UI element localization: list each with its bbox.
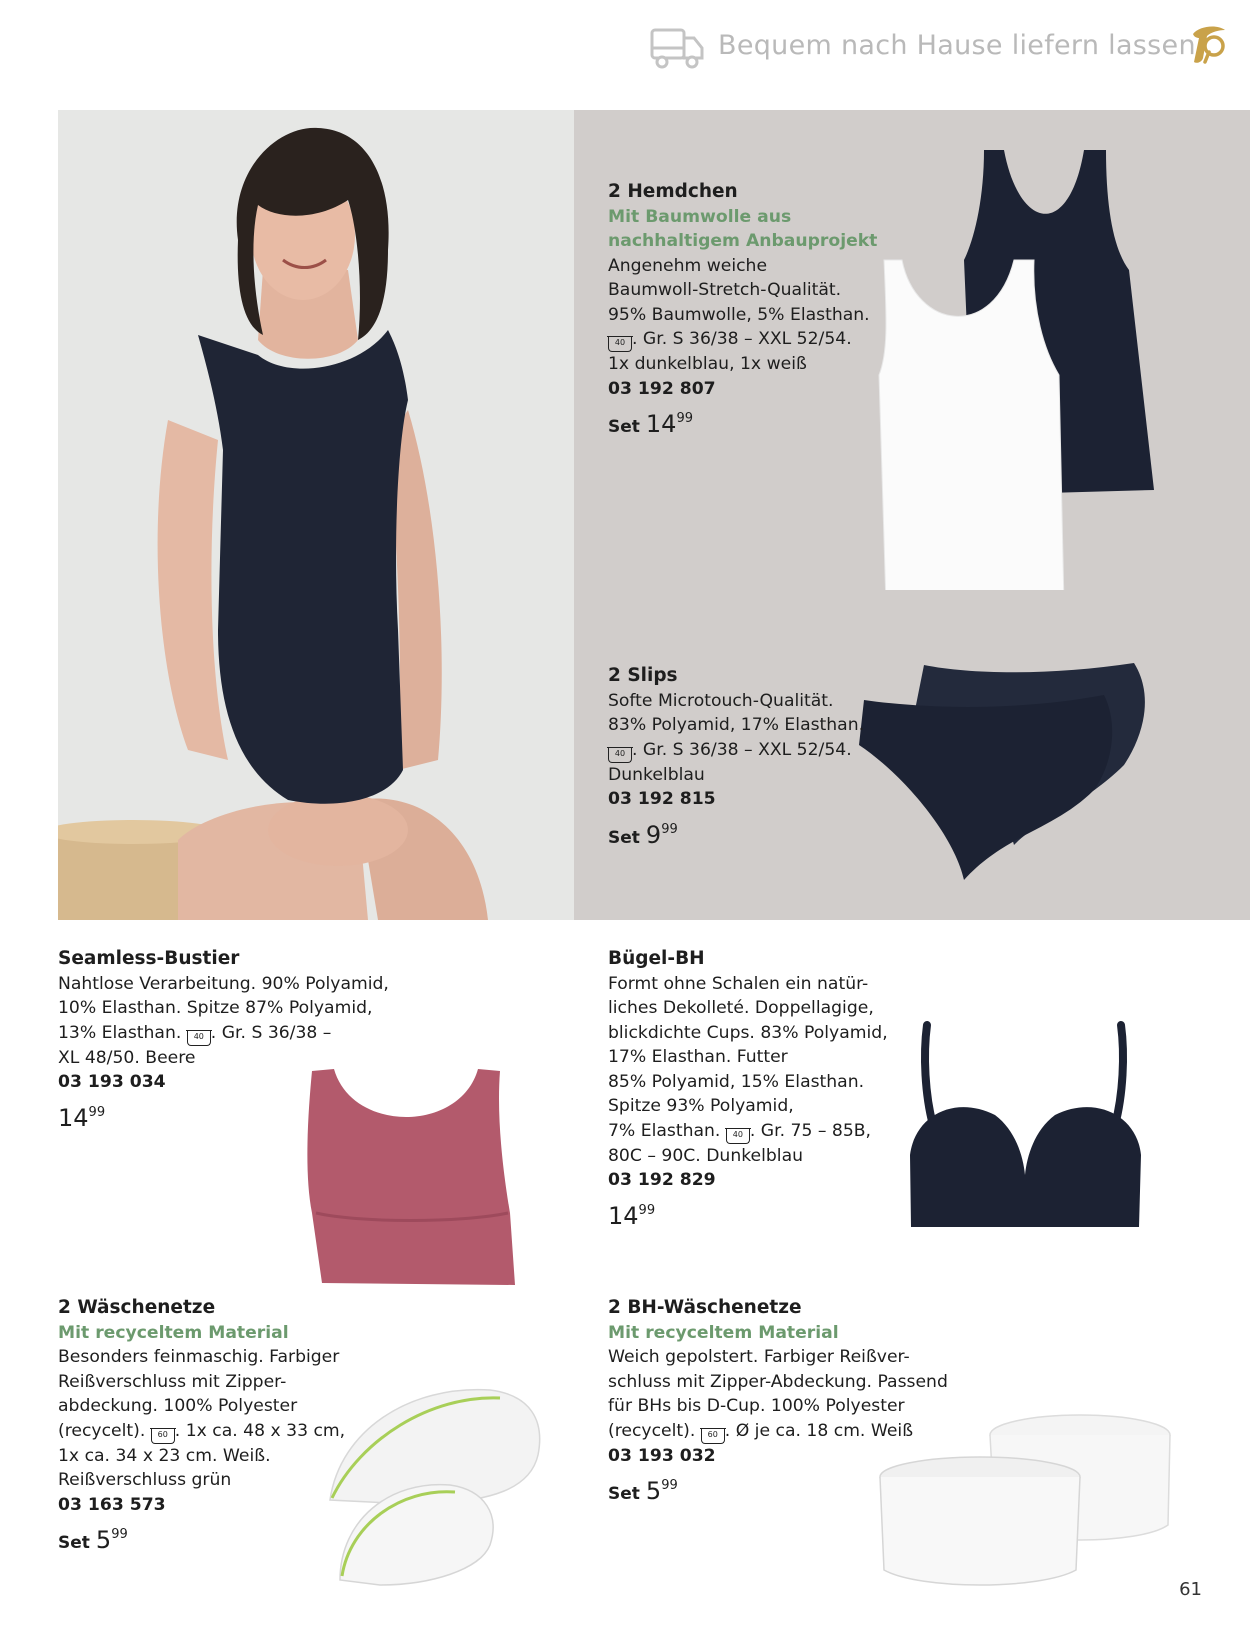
product-description: für BHs bis D-Cup. 100% Polyester bbox=[608, 1396, 905, 1416]
price bbox=[608, 818, 864, 848]
price-set-label: Set bbox=[58, 1533, 90, 1553]
wash-symbol-icon: 60 bbox=[701, 1428, 725, 1444]
product-description: Reißverschluss mit Zipper- bbox=[58, 1371, 287, 1392]
product-sizes: . Gr. 75 – 85B, bbox=[749, 1120, 872, 1141]
product-sizes: . Gr. S 36/38 – XXL 52/54. bbox=[632, 329, 852, 349]
wash-symbol-icon: 40 bbox=[608, 747, 632, 763]
product-description: Baumwoll-Stretch-Qualität. bbox=[608, 280, 842, 300]
bustier-image bbox=[300, 1063, 520, 1288]
price-main: 14 bbox=[645, 410, 677, 438]
wash-symbol-icon: 40 bbox=[608, 336, 632, 352]
price-cents: 99 bbox=[88, 1104, 106, 1120]
product-description: Angenehm weiche bbox=[608, 255, 768, 276]
article-number: 03 163 573 bbox=[58, 1494, 166, 1515]
wash-symbol-icon: 40 bbox=[726, 1128, 750, 1144]
price-main: 5 bbox=[645, 1477, 662, 1505]
product-highlight: Mit recyceltem Material bbox=[58, 1322, 289, 1343]
price-set-label: Set bbox=[608, 1484, 640, 1504]
product-sizes: . 1x ca. 48 x 33 cm, bbox=[174, 1420, 346, 1441]
product-description: Spitze 93% Polyamid, bbox=[608, 1096, 794, 1116]
article-number: 03 193 034 bbox=[58, 1072, 166, 1092]
product-description: (recycelt). bbox=[58, 1420, 146, 1441]
price-main: 9 bbox=[645, 820, 662, 849]
product-hemdchen bbox=[608, 180, 877, 437]
price-main: 5 bbox=[95, 1526, 112, 1554]
product-description: liches Dekolleté. Doppellagige, bbox=[608, 998, 874, 1018]
product-title: 2 Slips bbox=[608, 665, 678, 686]
product-waeschenetze bbox=[58, 1296, 345, 1553]
header-text: Bequem nach Hause liefern lassen bbox=[718, 30, 1196, 61]
product-description: XL 48/50. Beere bbox=[58, 1047, 196, 1068]
product-description: 95% Baumwolle, 5% Elasthan. bbox=[608, 304, 870, 325]
price-main: 14 bbox=[608, 1201, 639, 1230]
product-highlight: nachhaltigem Anbauprojekt bbox=[608, 231, 878, 251]
truck-icon bbox=[650, 26, 704, 72]
product-highlight: Mit Baumwolle aus bbox=[608, 206, 792, 227]
product-title: Seamless-Bustier bbox=[58, 948, 240, 969]
product-description: abdeckung. 100% Polyester bbox=[58, 1396, 298, 1416]
waeschenetze-image bbox=[320, 1380, 560, 1590]
slips-image bbox=[854, 655, 1184, 885]
price-cents: 99 bbox=[661, 1478, 678, 1493]
product-description: blickdichte Cups. 83% Polyamid, bbox=[608, 1022, 888, 1043]
price-cents: 99 bbox=[111, 1527, 128, 1542]
product-slips bbox=[608, 664, 864, 848]
model-photo bbox=[58, 110, 574, 920]
product-sizes: . Gr. S 36/38 – bbox=[210, 1022, 332, 1043]
product-buegel-bh bbox=[608, 947, 888, 1229]
product-description: Nahtlose Verarbeitung. 90% Polyamid, bbox=[58, 973, 389, 994]
product-title: 2 Hemdchen bbox=[608, 181, 738, 202]
price bbox=[58, 1523, 345, 1553]
product-title: 2 BH-Wäschenetze bbox=[608, 1297, 802, 1318]
product-colors: 1x dunkelblau, 1x weiß bbox=[608, 354, 807, 374]
bh-waeschenetze-image bbox=[870, 1405, 1180, 1590]
product-description: Weich gepolstert. Farbiger Reißver- bbox=[608, 1347, 910, 1367]
product-description: 83% Polyamid, 17% Elasthan. bbox=[608, 715, 865, 735]
product-sizes: . Ø je ca. 18 cm. Weiß bbox=[724, 1420, 914, 1441]
product-description: (recycelt). bbox=[608, 1420, 696, 1441]
product-description: Softe Microtouch-Qualität. bbox=[608, 690, 834, 711]
product-description: 17% Elasthan. Futter bbox=[608, 1047, 788, 1067]
wash-symbol-icon: 60 bbox=[151, 1428, 175, 1444]
product-description: Reißverschluss grün bbox=[58, 1470, 232, 1490]
product-description: Besonders feinmaschig. Farbiger bbox=[58, 1347, 340, 1367]
hemdchen-image bbox=[844, 140, 1174, 590]
buegel-bh-image bbox=[905, 1015, 1145, 1240]
product-description: 10% Elasthan. Spitze 87% Polyamid, bbox=[58, 998, 373, 1018]
page-number: 61 bbox=[1179, 1579, 1202, 1600]
product-description: 1x ca. 34 x 23 cm. Weiß. bbox=[58, 1445, 271, 1466]
product-description: 80C – 90C. Dunkelblau bbox=[608, 1145, 804, 1166]
product-highlight: Mit recyceltem Material bbox=[608, 1322, 839, 1343]
article-number: 03 192 829 bbox=[608, 1170, 716, 1190]
product-description: 7% Elasthan. bbox=[608, 1120, 721, 1141]
product-title: 2 Wäschenetze bbox=[58, 1297, 216, 1318]
price-cents: 99 bbox=[661, 821, 678, 837]
product-description: Formt ohne Schalen ein natür- bbox=[608, 973, 869, 994]
wash-symbol-icon: 40 bbox=[187, 1030, 211, 1046]
price-cents: 99 bbox=[638, 1202, 656, 1218]
price bbox=[608, 1199, 888, 1229]
product-description: 13% Elasthan. bbox=[58, 1022, 182, 1043]
product-title: Bügel-BH bbox=[608, 948, 705, 969]
article-number: 03 192 807 bbox=[608, 378, 716, 399]
product-description: schluss mit Zipper-Abdeckung. Passend bbox=[608, 1371, 948, 1392]
price-set-label: Set bbox=[608, 417, 640, 437]
price-cents: 99 bbox=[676, 411, 693, 426]
article-number: 03 193 032 bbox=[608, 1445, 716, 1466]
price-main: 14 bbox=[58, 1103, 89, 1132]
price-set-label: Set bbox=[608, 827, 640, 848]
price bbox=[608, 407, 877, 437]
product-colors: Dunkelblau bbox=[608, 764, 705, 785]
brand-logo-icon bbox=[1185, 22, 1229, 66]
product-sizes: . Gr. S 36/38 – XXL 52/54. bbox=[632, 739, 852, 760]
article-number: 03 192 815 bbox=[608, 789, 716, 809]
product-description: 85% Polyamid, 15% Elasthan. bbox=[608, 1071, 865, 1092]
